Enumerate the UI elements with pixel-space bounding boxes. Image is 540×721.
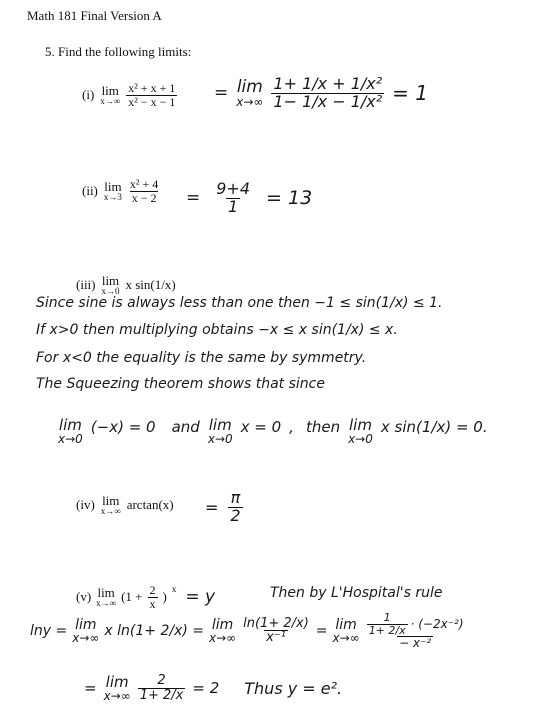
proof-line: The Squeezing theorem shows that since [36,376,325,392]
limit-operator: lim x→∞ [103,672,131,703]
fraction: $\frac{2}{x}$ [149,583,156,611]
page-title: Math 181 Final Version A [27,8,162,23]
part-v-derivation: lny = lim x→∞ x ln(1+ 2/x) = lim x→∞ $\frac{\ln(1+ 2/x)}{\text{x⁻¹}}$ = lim x→∞ $\frac{1}{1+ 2/x}$ · (−2x⁻²) − x⁻² [30,611,464,651]
part-iv-work: = $\frac{\pi}{2}$ [205,488,241,525]
fraction: $\frac{\text{x² + x + 1}}{\text{x² − x − 1}}$ [128,81,176,109]
proof-line: For x<0 the equality is the same by symmetry. [36,350,367,366]
limit-operator: lim x→∞ [100,83,121,107]
proof-line: Since sine is always less than one then −1 ≤ sin(1/x) ≤ 1. [36,295,443,311]
part-label: (iv) [76,497,95,512]
part-label: (i) [82,87,95,103]
fraction: $\frac{2}{1+ 2/x}$ [139,673,184,703]
limit-operator: lim x→3 [103,179,122,203]
limit-operator: lim x→0 [207,416,233,446]
answer: = 1 [392,81,428,106]
limit-operator: lim x→0 [348,416,373,446]
proof-line: If x>0 then multiplying obtains −x ≤ x sin(1/x) ≤ x. [36,322,398,338]
answer: = 2 [192,679,220,698]
fraction: $\frac{\pi}{2}$ [230,488,241,525]
fraction: $\frac{1}{1+ 2/x}$ [368,611,406,637]
limit-operator: lim x→∞ [72,616,100,645]
fraction: $\frac{\text{x² + 4}}{x - 2}$ [129,177,159,205]
part-i-work: = lim x→∞ $\frac{\text{1+ 1/x + 1/x²}}{\text{1− 1/x − 1/x²}}$ = 1 [214,74,428,111]
conclusion: Thus y = e². [244,678,343,698]
part-ii-work: = $\frac{9+4}{1}$ = 13 [186,179,313,216]
limit-expression: arctan(x) [126,497,174,512]
part-label: (iii) [76,277,96,292]
limit-operator: lim x→∞ [100,493,121,516]
fraction: $\frac{1}{1+ 2/x}$ · (−2x⁻²) − x⁻² [368,611,464,651]
part-label: (v) [76,589,92,605]
limit-expression: x sin(1/x) [125,277,176,292]
part-i-question [82,82,177,108]
answer: = 13 [266,187,313,210]
fraction: $\frac{\text{1+ 1/x + 1/x²}}{\text{1− 1/x − 1/x²}}$ [273,74,383,111]
limit-operator: lim x→∞ [209,616,237,645]
part-label: (ii) [82,183,98,199]
fraction: $\frac{9+4}{1}$ [216,179,251,216]
part-ii-question [82,178,160,204]
squeeze-conclusion: lim x→0 (−x) = 0 and lim x→0 x = 0 , then lim x→0 x sin(1/x) = 0. [58,416,488,446]
limit-operator: lim x→∞ [332,616,360,645]
limit-operator: lim x→∞ [96,585,117,609]
part-iv-question [76,494,174,516]
part-v-final: = lim x→∞ $\frac{2}{1+ 2/x}$ = 2 Thus y = e². [84,672,343,703]
fraction: $\frac{\ln(1+ 2/x)}{\text{x⁻¹}}$ [243,615,309,646]
part-v-question: (v) lim x→∞ (1 + $\frac{2}{x}$ ) x = y [76,583,216,611]
part-iii-question [76,274,176,296]
limit-operator: lim x→0 [58,416,83,446]
limit-operator: lim x→∞ [236,76,264,109]
lhospital-note: Then by L'Hospital's rule [270,585,443,601]
problem-intro: 5. Find the following limits: [45,44,192,59]
limit-operator: lim x→0 [101,273,120,296]
